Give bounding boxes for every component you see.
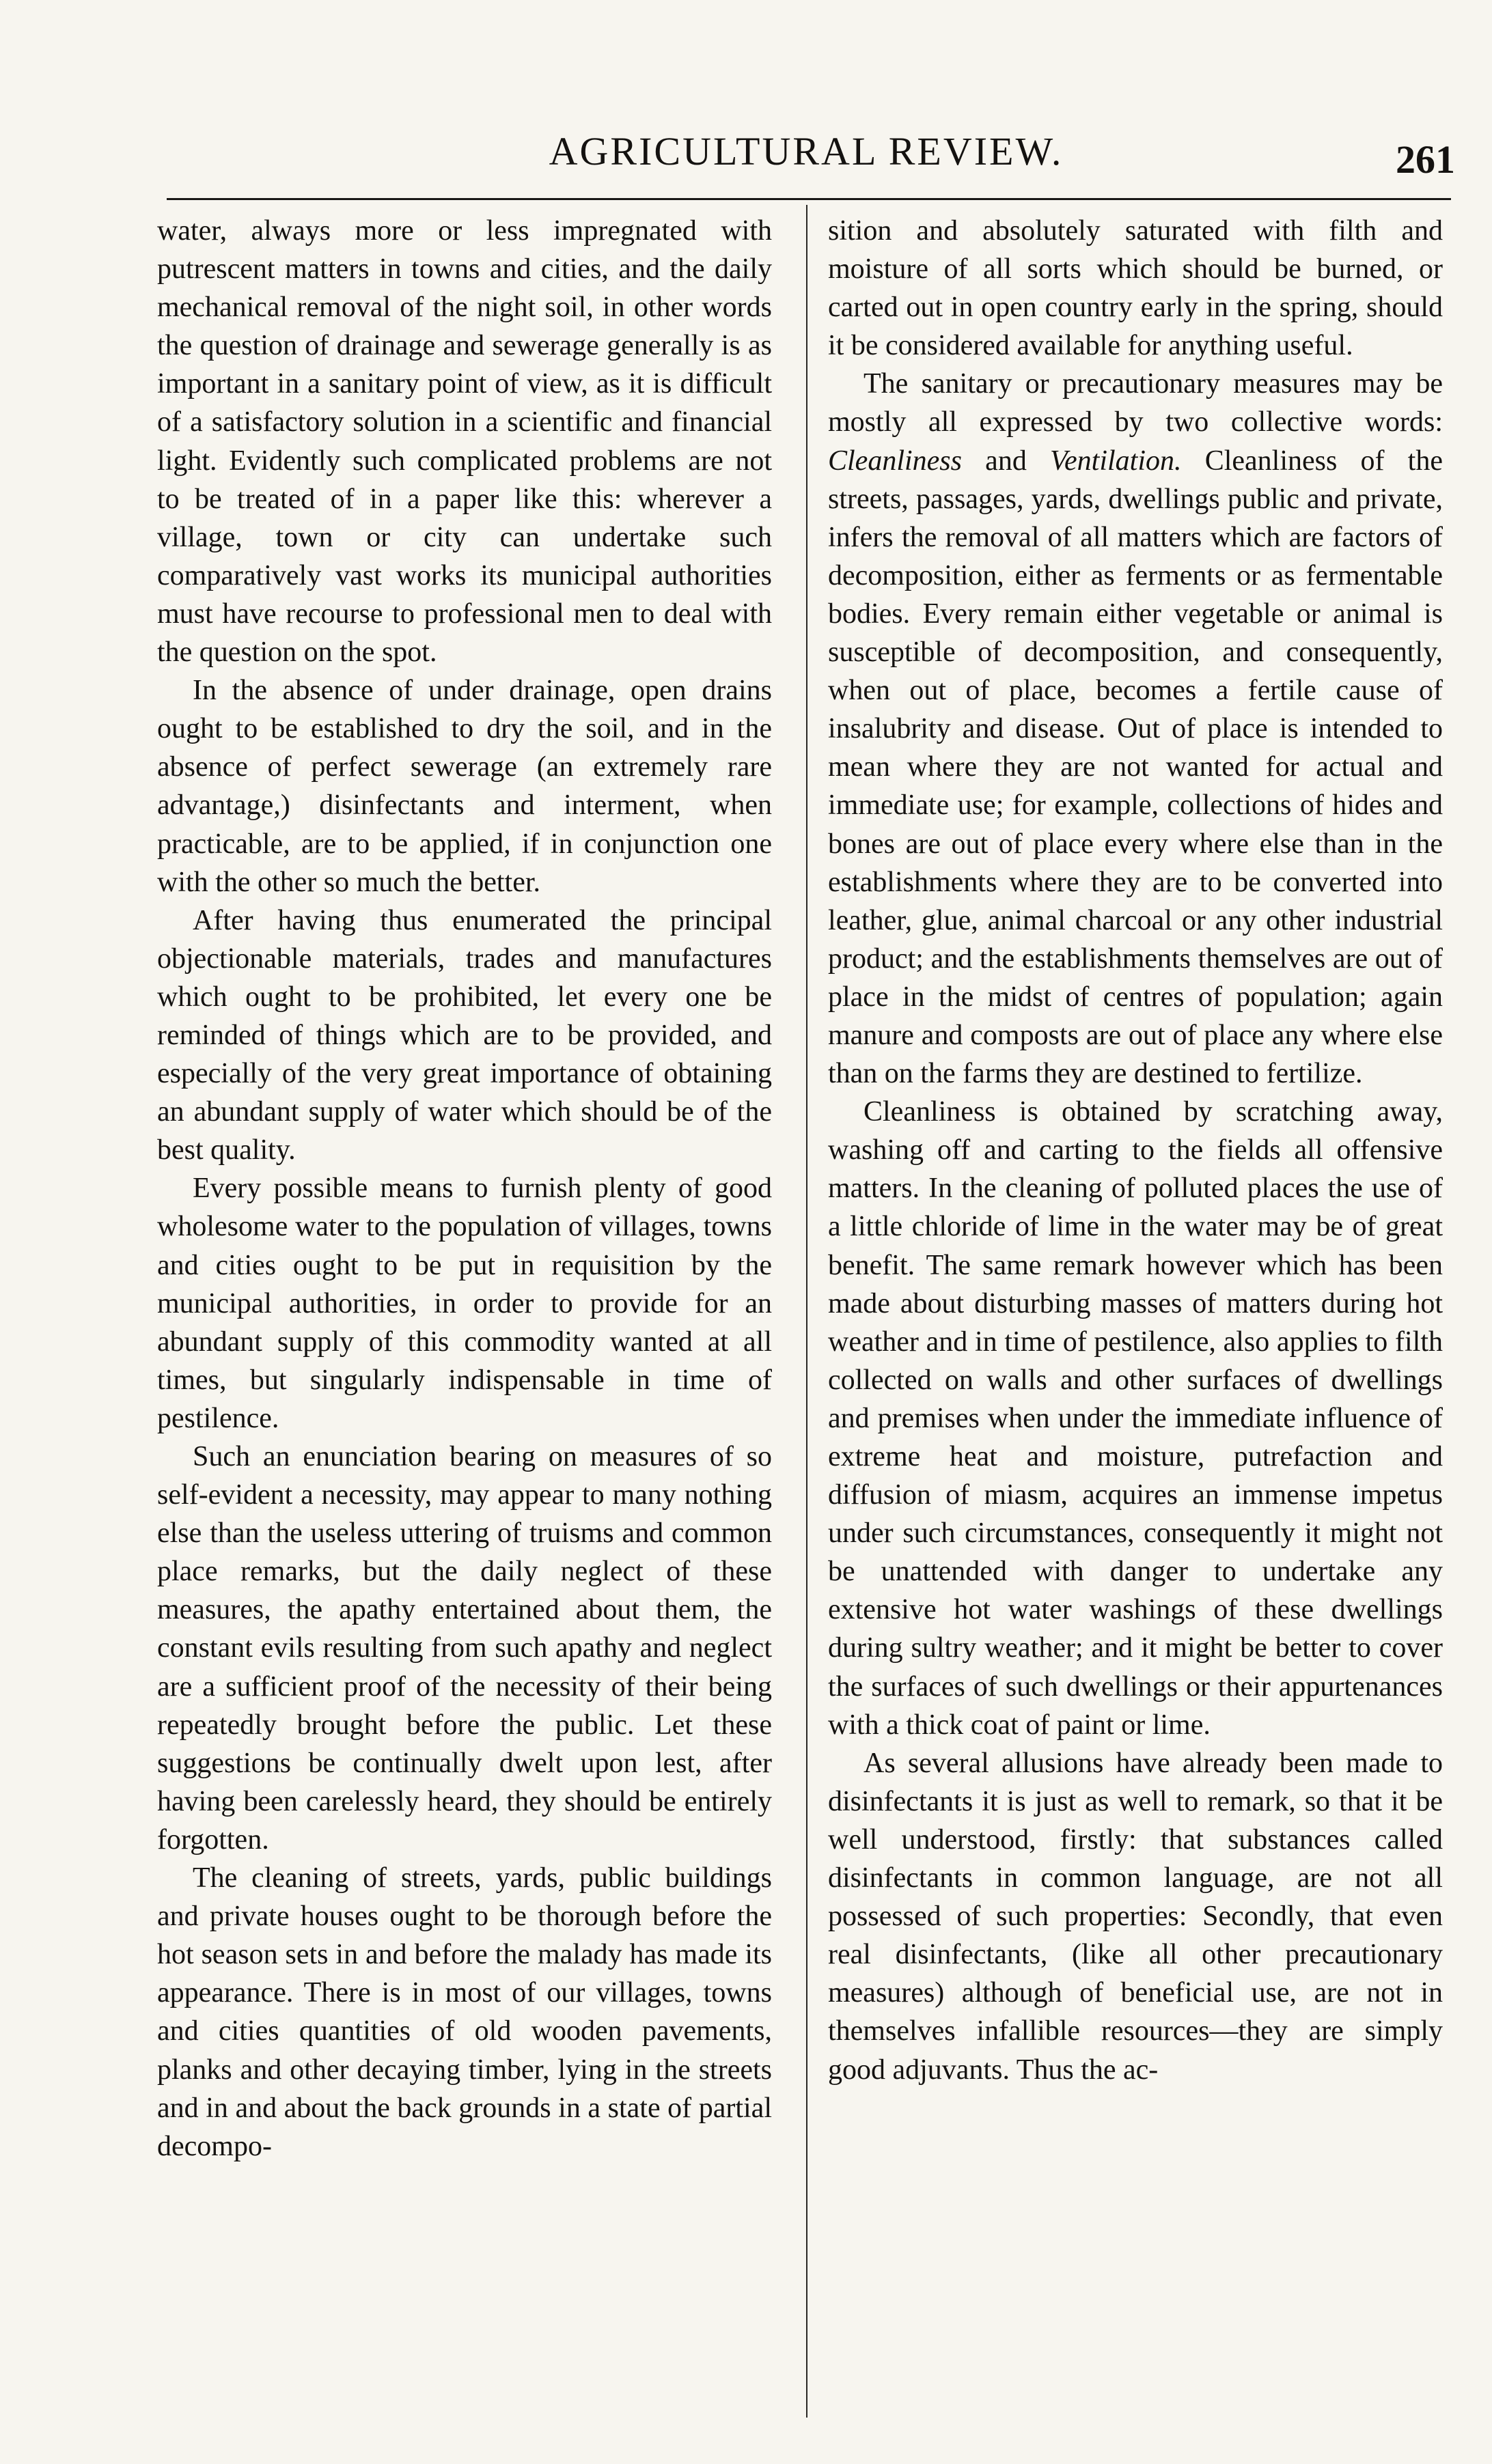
text-run: and — [962, 445, 1051, 477]
paragraph — [828, 365, 1443, 1093]
page-number: 261 — [1396, 137, 1455, 182]
text-run: The sanitary or precautionary measures may be mostly all expressed by two collective words: — [828, 368, 1443, 438]
paragraph: The cleaning of streets, yards, public buildings and private houses ought to be thorough before the hot season sets in and before the malady has made its appearance. There is in most of our villages, towns and cities quantities of old wooden pavements, planks and other decaying timber, lying in the streets and in and about the back grounds in a state of partial decompo- — [157, 1862, 772, 2162]
paragraph: Every possible means to furnish plenty of good wholesome water to the population of villages, towns and cities ought to be put in requisition by the municipal authorities, in order to provide for an abundant supply of this commodity wanted at all times, but singularly indispensable in time of pestilence. — [157, 1173, 772, 1434]
left-column — [157, 212, 772, 2418]
emphasis-cleanliness: Cleanliness — [828, 445, 962, 477]
page-header — [157, 116, 1455, 191]
paragraph: sition and absolutely saturated with filth and moisture of all sorts which should be burned, or carted out in open country early in the spring, should it be considered available for anything useful. — [828, 215, 1443, 362]
right-column — [828, 212, 1443, 2418]
header-rule — [167, 198, 1451, 200]
paragraph: In the absence of under drainage, open drains ought to be established to dry the soil, and in the absence of perfect sewerage (an extremely rare advantage,) disinfectants and interment, when practicable, are to be applied, if in conjunction one with the other so much the better. — [157, 675, 772, 898]
running-title: AGRICULTURAL REVIEW. — [549, 129, 1064, 173]
paragraph: As several allusions have already been made to disinfectants it is just as well to remark, so that it be well understood, firstly: that substances called disinfectants in common language, are not all possessed of such properties: Secondly, that even real disinfectants, (like all other precautionary measures) although of beneficial use, are not in themselves infallible resources—they are simply good adjuvants. Thus the ac- — [828, 1747, 1443, 2086]
text-run: Cleanliness of the streets, passages, yards, dwellings public and private, infers the removal of all matters which are factors of decomposition, either as ferments or as fermentable bodies. Every remain either vegetable or animal is susceptible of decomposition, and consequently, when out of place, becomes a fertile cause of insalubrity and disease. Out of place is intended to mean where they are not wanted for actual and immediate use; for example, collections of hides and bones are out of place every where else than in the establishments where they are to be converted into leather, glue, animal charcoal or any other industrial product; and the establishments themselves are out of place in the midst of centres of population; again manure and composts are out of place any where else than on the farms they are destined to fertilize. — [828, 445, 1443, 1090]
paragraph: water, always more or less impregnated with putrescent matters in towns and cities, and the daily mechanical removal of the night soil, in other words the question of drainage and sewerage generally is as important in a sanitary point of view, as it is difficult of a satisfactory solution in a scientific and financial light. Evidently such complicated problems are not to be treated of in a paper like this: wherever a village, town or city can undertake such comparatively vast works its municipal authorities must have recourse to professional men to deal with the question on the spot. — [157, 215, 772, 669]
paragraph: After having thus enumerated the principal objectionable materials, trades and manufactures which ought to be prohibited, let every one be reminded of things which are to be provided, and especially of the very great importance of obtaining an abundant supply of water which should be of the best quality. — [157, 904, 772, 1166]
emphasis-ventilation: Ventilation. — [1050, 445, 1182, 477]
paragraph: Such an enunciation bearing on measures of so self-evident a necessity, may appear to many nothing else than the useless uttering of truisms and common place remarks, but the daily neglect of these measures, the apathy entertained about them, the constant evils resulting from such apathy and neglect are a sufficient proof of the necessity of their being repeatedly brought before the public. Let these suggestions be continually dwelt upon lest, after having been carelessly heard, they should be entirely forgotten. — [157, 1441, 772, 1856]
column-divider — [806, 205, 807, 2418]
paragraph: Cleanliness is obtained by scratching away, washing off and carting to the fields all offensive matters. In the cleaning of polluted places the use of a little chloride of lime in the water may be of great benefit. The same remark however which has been made about disturbing masses of matters during hot weather and in time of pestilence, also applies to filth collected on walls and other surfaces of dwellings and premises when under the immediate influence of extreme heat and moisture, putrefaction and diffusion of miasm, acquires an immense impetus under such circumstances, consequently it might not be unattended with danger to undertake any extensive hot water washings of these dwellings during sultry weather; and it might be better to cover the surfaces of such dwellings or their appurtenances with a thick coat of paint or lime. — [828, 1096, 1443, 1741]
